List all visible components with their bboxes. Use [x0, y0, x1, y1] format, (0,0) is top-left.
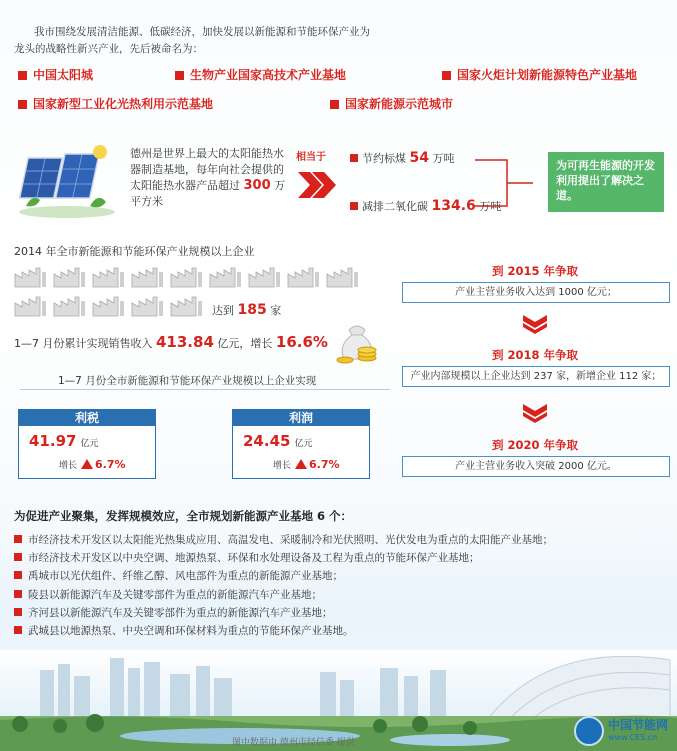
factory-icon: [53, 295, 87, 317]
title-label: 中国太阳城: [33, 68, 94, 82]
coal-saving-unit: 万吨: [432, 152, 455, 165]
title-label: 国家火炬计划新能源特色产业基地: [457, 68, 638, 82]
sales-label: 1—7 月份累计实现销售收入: [14, 337, 153, 350]
growth-label: 增长: [273, 461, 292, 471]
coal-saving-item: [350, 150, 454, 166]
goal-2015-title: 到 2015 年争取: [491, 264, 578, 278]
goal-2015-text: 产业主营业务收入达到 1000 亿元；: [402, 282, 670, 303]
data-source-credit: 图中数据由 德州市经信委 提供: [232, 738, 355, 748]
title-item: [18, 66, 93, 83]
bracket-connector-icon: [475, 157, 535, 209]
solar-panel-icon: [12, 140, 122, 220]
enterprises-subheading: 1—7 月份全市新能源和节能环保产业规模以上企业实现: [58, 375, 317, 387]
bullet-square-icon: [442, 71, 451, 80]
intro-line-1: 我市围绕发展清洁能源、低碳经济，加快发展以新能源和节能环保产业为: [34, 26, 370, 38]
coal-saving-label: 节约标煤: [362, 152, 406, 165]
bullet-square-icon: [14, 553, 22, 561]
enterprise-count: [212, 302, 281, 318]
coal-saving-number: 54: [409, 150, 429, 166]
factory-icon: [53, 266, 87, 288]
card-title: 利润: [233, 410, 369, 426]
solar-output-number: 300: [243, 178, 271, 193]
list-item-text: 市经济技术开发区以太阳能光热集成应用、高温发电、采暖制冷和光伏照明、光伏发电为重点的太阳能产业基地；: [28, 534, 553, 546]
enterprise-count-number: 185: [237, 302, 267, 318]
factory-icon: [248, 266, 282, 288]
card-value: [243, 432, 312, 450]
sales-unit-growth-label: 亿元，增长: [217, 337, 273, 350]
title-item: [442, 66, 637, 83]
goal-2018-title: 到 2018 年争取: [491, 348, 578, 362]
factory-icon: [131, 266, 165, 288]
factory-icon: [92, 295, 126, 317]
bullet-square-icon: [14, 626, 22, 634]
list-item: [14, 531, 664, 549]
list-item-text: 武城县以地源热泵、中央空调和环保材料为重点的节能环保产业基地。: [28, 625, 354, 638]
site-logo: [574, 716, 676, 748]
list-item: [14, 604, 664, 622]
logo-url: www.CES.cn: [608, 733, 658, 742]
enterprises-heading: 2014 年全市新能源和节能环保产业规模以上企业: [14, 245, 255, 258]
bullet-square-icon: [350, 154, 358, 162]
co2-reduction-label: 减排二氧化碳: [362, 200, 428, 213]
co2-reduction-unit: 万吨: [479, 200, 502, 213]
goal-2020-title: 到 2020 年争取: [491, 438, 578, 452]
bullet-square-icon: [18, 71, 27, 80]
sales-number: 413.84: [156, 333, 214, 351]
title-label: 国家新能源示范城市: [345, 97, 454, 111]
list-item-text: 陵县以新能源汽车及关键零部件为重点的新能源汽车产业基地；: [28, 588, 322, 601]
list-item: [14, 586, 664, 604]
title-item: [330, 95, 453, 112]
factory-icon: [170, 266, 204, 288]
bases-heading: 为促进产业聚集，发挥规模效应，全市规划新能源产业基地 6 个：: [14, 509, 353, 523]
growth-percent: 6.7%: [309, 458, 340, 471]
card-value-unit: 亿元: [294, 439, 313, 449]
factory-icon: [14, 266, 48, 288]
sales-growth-percent: 16.6%: [275, 333, 328, 351]
up-triangle-icon: [81, 459, 93, 469]
bullet-square-icon: [175, 71, 184, 80]
list-item-text: 市经济技术开发区以中央空调、地源热泵、环保和水处理设备及工程为重点的节能环保产业基地；: [28, 552, 480, 565]
card-title: 利税: [19, 410, 155, 426]
equivalent-label: 相当于: [296, 152, 326, 163]
solar-description: [130, 146, 290, 210]
growth-percent: 6.7%: [95, 458, 126, 471]
bullet-square-icon: [14, 571, 22, 579]
solar-output-unit: 万平方米: [130, 179, 286, 208]
divider-line: [20, 389, 390, 390]
title-item: [18, 95, 213, 112]
card-value-number: 24.45: [243, 432, 291, 450]
title-label: 国家新型工业化光热利用示范基地: [33, 97, 214, 111]
bullet-square-icon: [330, 100, 339, 109]
bullet-square-icon: [18, 100, 27, 109]
factory-icon-grid: [14, 266, 394, 322]
growth-label: 增长: [59, 461, 78, 471]
sales-revenue: [14, 333, 328, 351]
tax-profit-card: [18, 409, 156, 479]
renewable-solution-box: 为可再生能源的开发利用提出了解决之道。: [548, 152, 664, 212]
enterprise-count-unit: 家: [270, 304, 282, 317]
factory-icon: [287, 266, 321, 288]
card-value-number: 41.97: [29, 432, 77, 450]
intro-line-2: 龙头的战略性新兴产业，先后被命名为：: [14, 43, 203, 55]
list-item-text: 禹城市以光伏组件、纤维乙醇、风电部件为重点的新能源产业基地；: [28, 570, 343, 583]
factory-icon: [209, 266, 243, 288]
chevron-down-icon: [522, 314, 548, 334]
intro-text: [14, 24, 654, 58]
factory-icon: [14, 295, 48, 317]
card-growth: [59, 458, 126, 471]
list-item: [14, 622, 664, 640]
bullet-square-icon: [14, 590, 22, 598]
goal-2018-text: 产业内部规模以上企业达到 237 家，新增企业 112 家；: [402, 366, 670, 387]
factory-icon: [92, 266, 126, 288]
up-triangle-icon: [295, 459, 307, 469]
factory-icon: [131, 295, 165, 317]
bullet-square-icon: [350, 202, 358, 210]
solar-desc-text: 德州是世界上最大的太阳能热水器制造基地，每年向社会提供的太阳能热水器产品超过: [130, 147, 284, 192]
card-value-unit: 亿元: [80, 439, 99, 449]
chevron-down-icon: [522, 403, 548, 423]
card-value: [29, 432, 98, 450]
logo-name: 中国节能网: [608, 718, 669, 732]
list-item: [14, 567, 664, 585]
bullet-square-icon: [14, 535, 22, 543]
title-label: 生物产业国家高技术产业基地: [190, 68, 347, 82]
goal-2020-text: 产业主营业务收入突破 2000 亿元。: [402, 456, 670, 477]
logo-circle-icon: [574, 716, 604, 746]
factory-icon: [326, 266, 360, 288]
double-chevron-right-icon: [296, 170, 338, 200]
co2-reduction-number: 134.6: [431, 198, 476, 214]
list-item: [14, 549, 664, 567]
factory-icon: [170, 295, 204, 317]
title-item: [175, 66, 346, 83]
list-item-text: 齐河县以新能源汽车及关键零部件为重点的新能源汽车产业基地；: [28, 606, 333, 619]
profit-card: [232, 409, 370, 479]
reach-label: 达到: [212, 304, 234, 317]
money-bag-icon: [333, 318, 381, 366]
card-growth: [273, 458, 340, 471]
bases-list: [14, 531, 664, 640]
bullet-square-icon: [14, 608, 22, 616]
